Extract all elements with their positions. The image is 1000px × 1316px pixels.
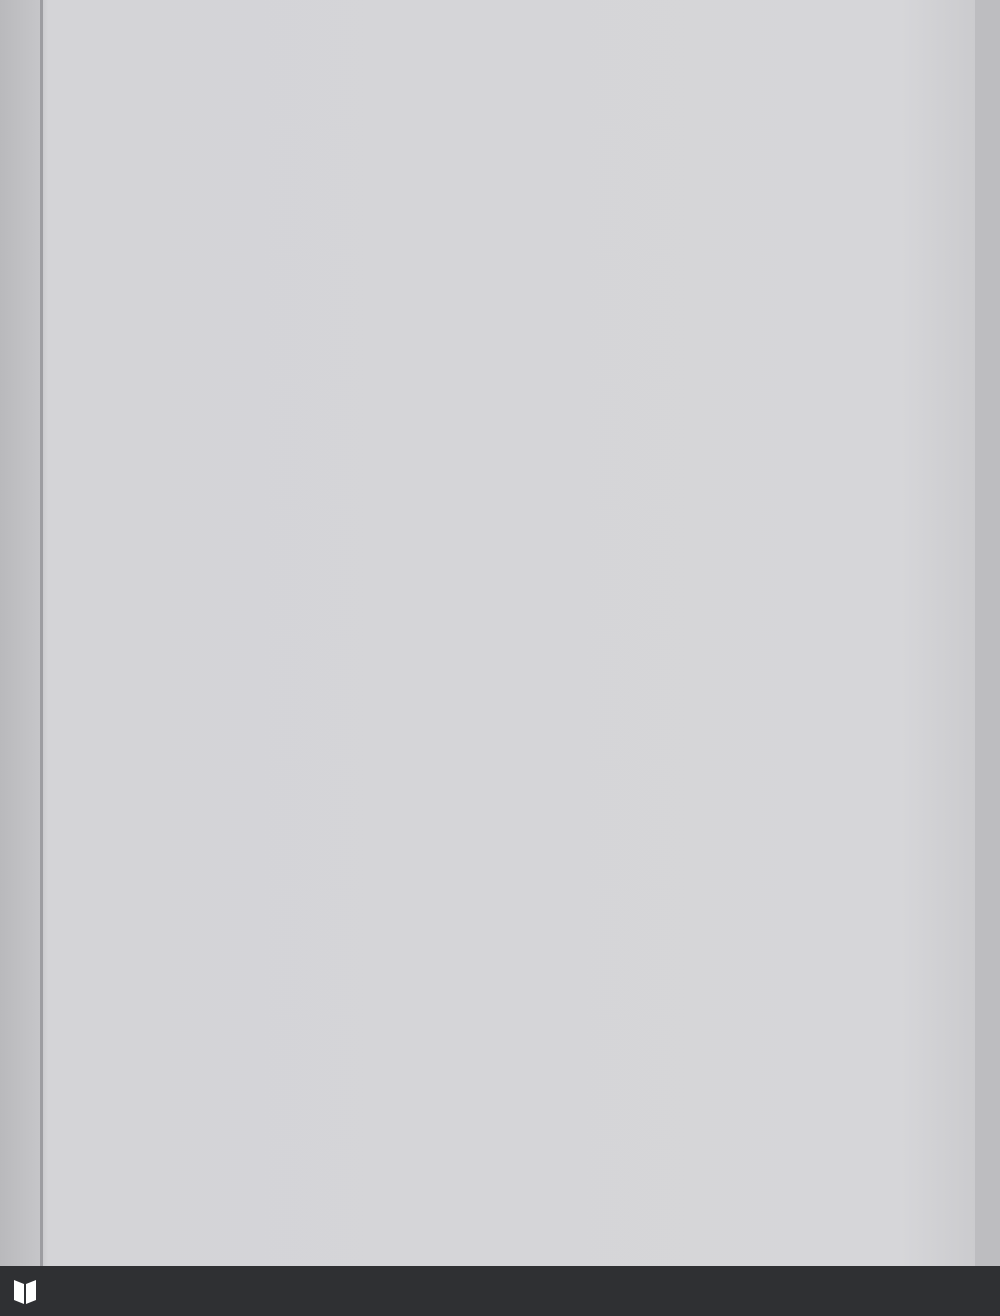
ornamental-border — [133, 150, 847, 1076]
slub-book-icon — [12, 1276, 38, 1306]
footer-bar — [0, 1266, 1000, 1316]
page-edge — [975, 0, 1000, 1266]
page-fold — [40, 0, 43, 1266]
